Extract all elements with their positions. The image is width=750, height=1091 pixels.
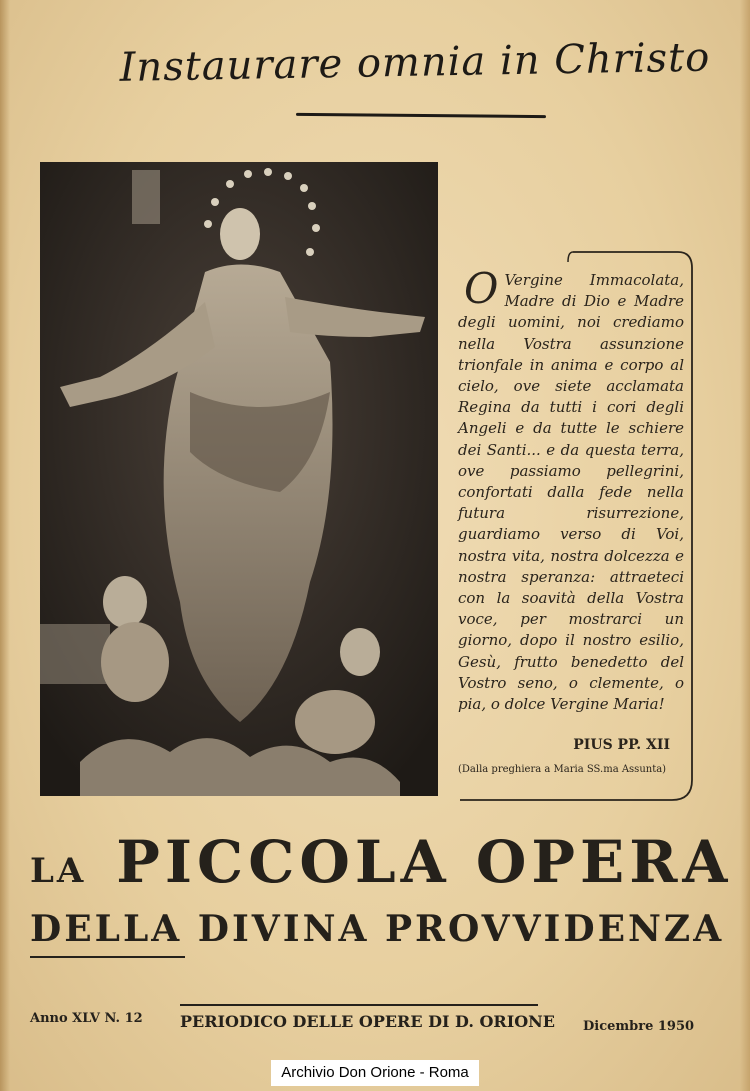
statue-head <box>220 208 260 260</box>
statue-illustration <box>40 162 438 796</box>
issue-date: Dicembre 1950 <box>583 1019 695 1034</box>
masthead-line2: DELLA DIVINA PROVVIDENZA <box>30 908 725 950</box>
prayer-dropcap: O <box>464 264 499 313</box>
cherub-right <box>340 628 380 676</box>
page-edge-left <box>0 0 10 1091</box>
periodical-rule <box>180 1004 538 1006</box>
altar-cloth <box>40 624 110 684</box>
page-edge-right <box>740 0 750 1091</box>
handwritten-motto: Instaurare omnia in Christo <box>119 34 711 91</box>
archive-watermark <box>0 1060 750 1086</box>
window-light <box>132 170 160 224</box>
masthead-line1 <box>30 828 733 896</box>
prayer-signature: PIUS PP. XII <box>573 737 670 753</box>
prayer-text: Vergine Immacolata, Madre di Dio e Madre degli uomini, noi crediamo nella Vostra assunzione trionfale in anima e corpo al cielo, ove siete acclamata Regina da tutti i cori degli Angeli e da tutte le schiere dei Santi... e da questa terra, ove passiamo pellegrini, confortati dalla fede nella futura risurrezione, guardiamo verso di Voi, nostra vita, nostra dolcezza e nostra speranza: attraeteci con la soavità della Vostra voce, per mostrarci un giorno, dopo il nostro esilio, Gesù, frutto benedetto del Vostro seno, o clemente, o pia, o dolce Vergine Maria! <box>458 271 684 714</box>
issue-number: Anno XLV N. 12 <box>30 1011 143 1026</box>
prayer-text-block <box>458 264 684 715</box>
masthead-underline <box>30 956 185 958</box>
statue-photo <box>40 162 438 796</box>
masthead-title: PICCOLA OPERA <box>116 828 733 896</box>
periodical-name: PERIODICO DELLE OPERE DI D. ORIONE <box>180 1012 555 1031</box>
cherub-left <box>103 576 147 628</box>
archive-watermark-label: Archivio Don Orione - Roma <box>271 1060 479 1086</box>
masthead-article: LA <box>30 851 87 891</box>
prayer-source: (Dalla preghiera a Maria SS.ma Assunta) <box>458 764 667 775</box>
